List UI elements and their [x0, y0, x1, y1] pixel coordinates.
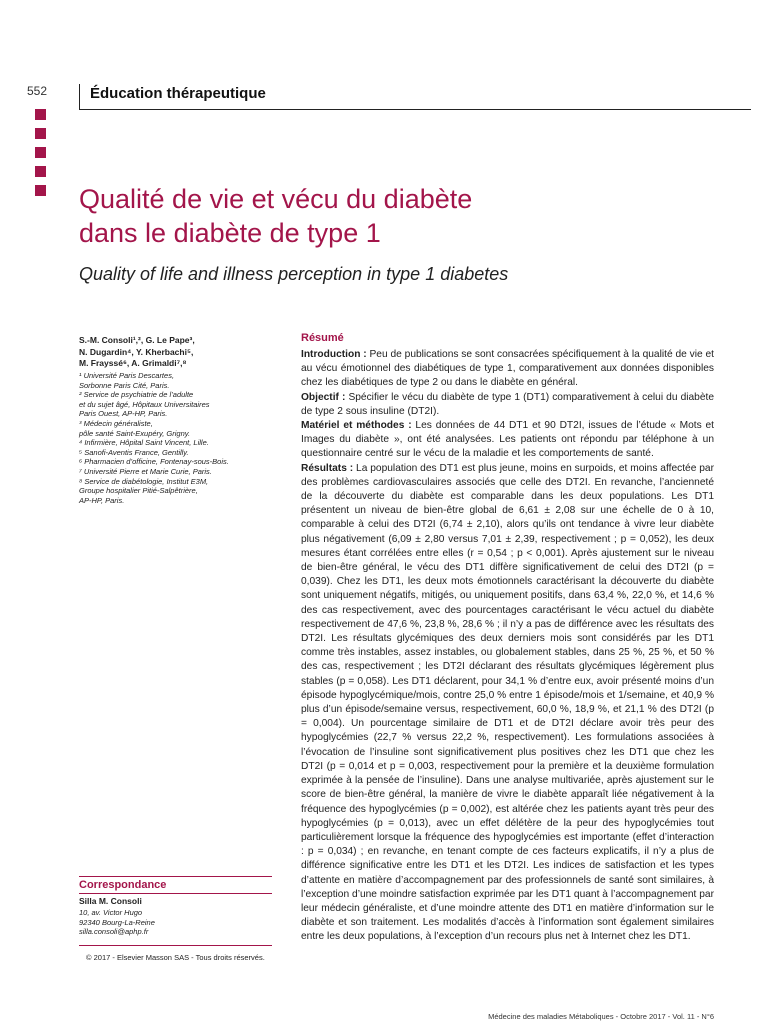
affiliation-list	[79, 371, 279, 505]
abstract-paragraph	[301, 348, 714, 391]
decorative-square	[35, 109, 46, 120]
affiliation-line: ³ Médecin généraliste,	[79, 418, 153, 428]
article-subtitle: Quality of life and illness perception in type 1 diabetes	[79, 264, 509, 284]
correspondence-heading-rule	[79, 893, 272, 894]
affiliation-line: et du sujet âgé, Hôpitaux Universitaires	[79, 399, 210, 409]
abstract-paragraph	[301, 391, 714, 419]
affiliation-line: Groupe hospitalier Pitié-Salpêtrière,	[79, 486, 198, 496]
abstract-text: Spécifier le vécu du diabète de type 1 (DT1) comparativement à celui du diabète de type 2 sous insuline (DT2I).	[301, 391, 714, 417]
decorative-squares	[35, 109, 46, 204]
correspondence-address	[79, 908, 155, 937]
affiliation-line: ⁶ Pharmacien d’officine, Fontenay-sous-Bois.	[79, 457, 229, 467]
correspondence-email[interactable]: silla.consoli@aphp.fr	[79, 927, 149, 937]
header-vertical-rule	[79, 84, 80, 110]
abstract-label: Objectif :	[301, 391, 346, 403]
section-title: Éducation thérapeutique	[90, 85, 266, 102]
abstract-text: Peu de publications se sont consacrées spécifiquement à la qualité de vie et au vécu émotionnel des diabétiques de type 1, comparativement aux données disponibles chez les diabétiques de type 2 ou dans le diabète en général.	[301, 349, 715, 389]
decorative-square	[35, 128, 46, 139]
abstract-paragraph	[301, 462, 714, 945]
abstract-text: Les données de 44 DT1 et 90 DT2I, issues de l’étude « Mots et Images du diabète », ont été analysées. Les patients ont répondu par téléphone à un questionnaire centré sur le vécu de la maladie et les comportements de santé.	[301, 420, 714, 460]
decorative-square	[35, 147, 46, 158]
abstract-paragraph	[301, 419, 714, 462]
article-title-line: dans le diabète de type 1	[79, 218, 381, 248]
correspondence-address-line: 92340 Bourg-La-Reine	[79, 917, 155, 927]
page-number: 552	[27, 84, 48, 98]
header-horizontal-rule	[79, 109, 751, 110]
correspondence-address-line: 10, av. Victor Hugo	[79, 908, 143, 917]
article-title	[79, 182, 739, 250]
affiliation-line: ⁴ Infirmière, Hôpital Saint Vincent, Lille.	[79, 438, 209, 448]
affiliation-line: ² Service de psychiatrie de l’adulte	[79, 390, 194, 400]
journal-footer: Médecine des maladies Métaboliques - Octobre 2017 - Vol. 11 - N°6	[488, 1012, 714, 1021]
affiliation-line: Paris Ouest, AP-HP, Paris.	[79, 409, 168, 419]
correspondence-top-rule	[79, 876, 272, 877]
affiliation-line: ⁵ Sanofi-Aventis France, Gentilly.	[79, 447, 189, 457]
decorative-square	[35, 166, 46, 177]
author-line: N. Dugardin⁴, Y. Kherbachi⁵,	[79, 346, 194, 357]
correspondence-bottom-rule	[79, 945, 272, 946]
abstract-label: Résultats :	[301, 462, 354, 474]
affiliation-line: ¹ Université Paris Descartes,	[79, 371, 175, 380]
abstract-label: Matériel et méthodes :	[301, 420, 412, 432]
copyright-notice: © 2017 - Elsevier Masson SAS - Tous droits réservés.	[86, 953, 265, 962]
author-list	[79, 335, 279, 370]
affiliation-line: Sorbonne Paris Cité, Paris.	[79, 380, 170, 390]
affiliation-line: pôle santé Saint-Exupéry, Grigny.	[79, 428, 191, 438]
affiliation-line: ⁷ Université Pierre et Marie Curie, Paris.	[79, 466, 212, 476]
abstract-label: Introduction :	[301, 349, 367, 360]
affiliation-line: ⁸ Service de diabétologie, Institut E3M,	[79, 476, 209, 486]
abstract-text: La population des DT1 est plus jeune, moins en surpoids, et moins affectée par des problèmes cardiovasculaires associés que celle des DT2I. En revanche, l’ancienneté de la découverte du diabète est comparable dans les deux populations. Les DT1 présentent un niveau de bien-être global de 6,61 ± 2,08 sur une échelle de 0 à 10, comparable à celui des DT2I (6,74 ± 2,10), alors qu’ils ont tendance à vivre leur diabète plus négativement (6,09 ± 2,80 versus 7,01 ± 2,39, respectivement ; p = 0,052), les deux mesures étant corrélées entre elles (r = 0,54 ; p < 0,001). Après ajustement sur le niveau de bien-être général, le vécu des DT1 diffère significativement de celui des DT2I (p = 0,039). Chez les DT1, les deux mots émotionnels caractérisant la découverte du diabète sont uniquement négatifs, mitigés, ou uniquement positifs, dans 63,4 %, 22,0 %, et 14,6 % des cas respectivement, avec des pourcentages caractérisant le vécu actuel du diabète respectivement de 47,6 %, 23,8 %, 28,6 % ; il n’y a pas de différence avec les résultats des DT2I. Les résultats glycémiques des deux derniers mois sont considérés par les DT1 comme très instables, assez instables, ou globalement stables, dans 25 %, 25 %, et 50 % des cas, respectivement ; les DT2I déclarant des résultats glycémiques légèrement plus stables (p = 0,058). Les DT1 déclarent, pour 34,1 % d’entre eux, avoir présenté moins d’un épisode hypoglycémique/mois, contre 25,0 % entre 1 épisode/mois et 1/semaine, et 40,9 % plus d’un épisode/semaine versus, respectivement, 60,0 %, 18,9 %, et 21,1 % des DT2I (p = 0,004). Un pourcentage similaire de DT1 et de DT2I déclare avoir très peur des hypoglycémies (22,7 % versus 22,2 %, respectivement). Les formulations associées à l’évocation de l’insuline sont significativement plus positives chez les DT1 que chez les DT2I (p = 0,014 et p = 0,003, respectivement pour la première et la deuxième formulation exprimée à la pensée de l’insuline). Dans une analyse multivariée, après ajustement sur le score de bien-être général, la manière de vivre le diabète apparaît liée négativement à la fréquence des hypoglycémies (p = 0,002), est altérée chez les patients ayant très peur des hypoglycémies (p = 0,013), avec un effet délétère de la peur des hypoglycémies tout particulièrement lorsque la fréquence des hypoglycémies est importante (effet d’interaction : p = 0,034) ; en revanche, en tenant compte de ces facteurs explicatifs, il n’y a plus de différence significative entre les DT1 et les DT2I. Les indices de satisfaction et les types d’attente en matière d’accompagnement par des professionnels de santé sont similaires, à l’exception d’une moindre satisfaction exprimée par les DT1 quant à l’accompagnement par leur médecin généraliste, et d’une moindre attente des DT1 en matière d’information sur le diabète et son traitement. Les modalités d’accès à l’information sont également similaires entre les deux populations, à l’exception d’un recours plus net à Internet chez les DT1.	[301, 462, 714, 943]
abstract-body	[301, 348, 714, 945]
author-line: S.-M. Consoli¹,², G. Le Pape³,	[79, 335, 195, 345]
affiliation-line: AP-HP, Paris.	[79, 495, 125, 505]
correspondence-name: Silla M. Consoli	[79, 896, 142, 906]
author-line: M. Frayssé⁶, A. Grimaldi⁷,⁸	[79, 358, 187, 368]
resume-heading: Résumé	[301, 332, 344, 344]
article-title-line: Qualité de vie et vécu du diabète	[79, 184, 473, 214]
decorative-square	[35, 185, 46, 196]
correspondence-heading: Correspondance	[79, 879, 167, 891]
